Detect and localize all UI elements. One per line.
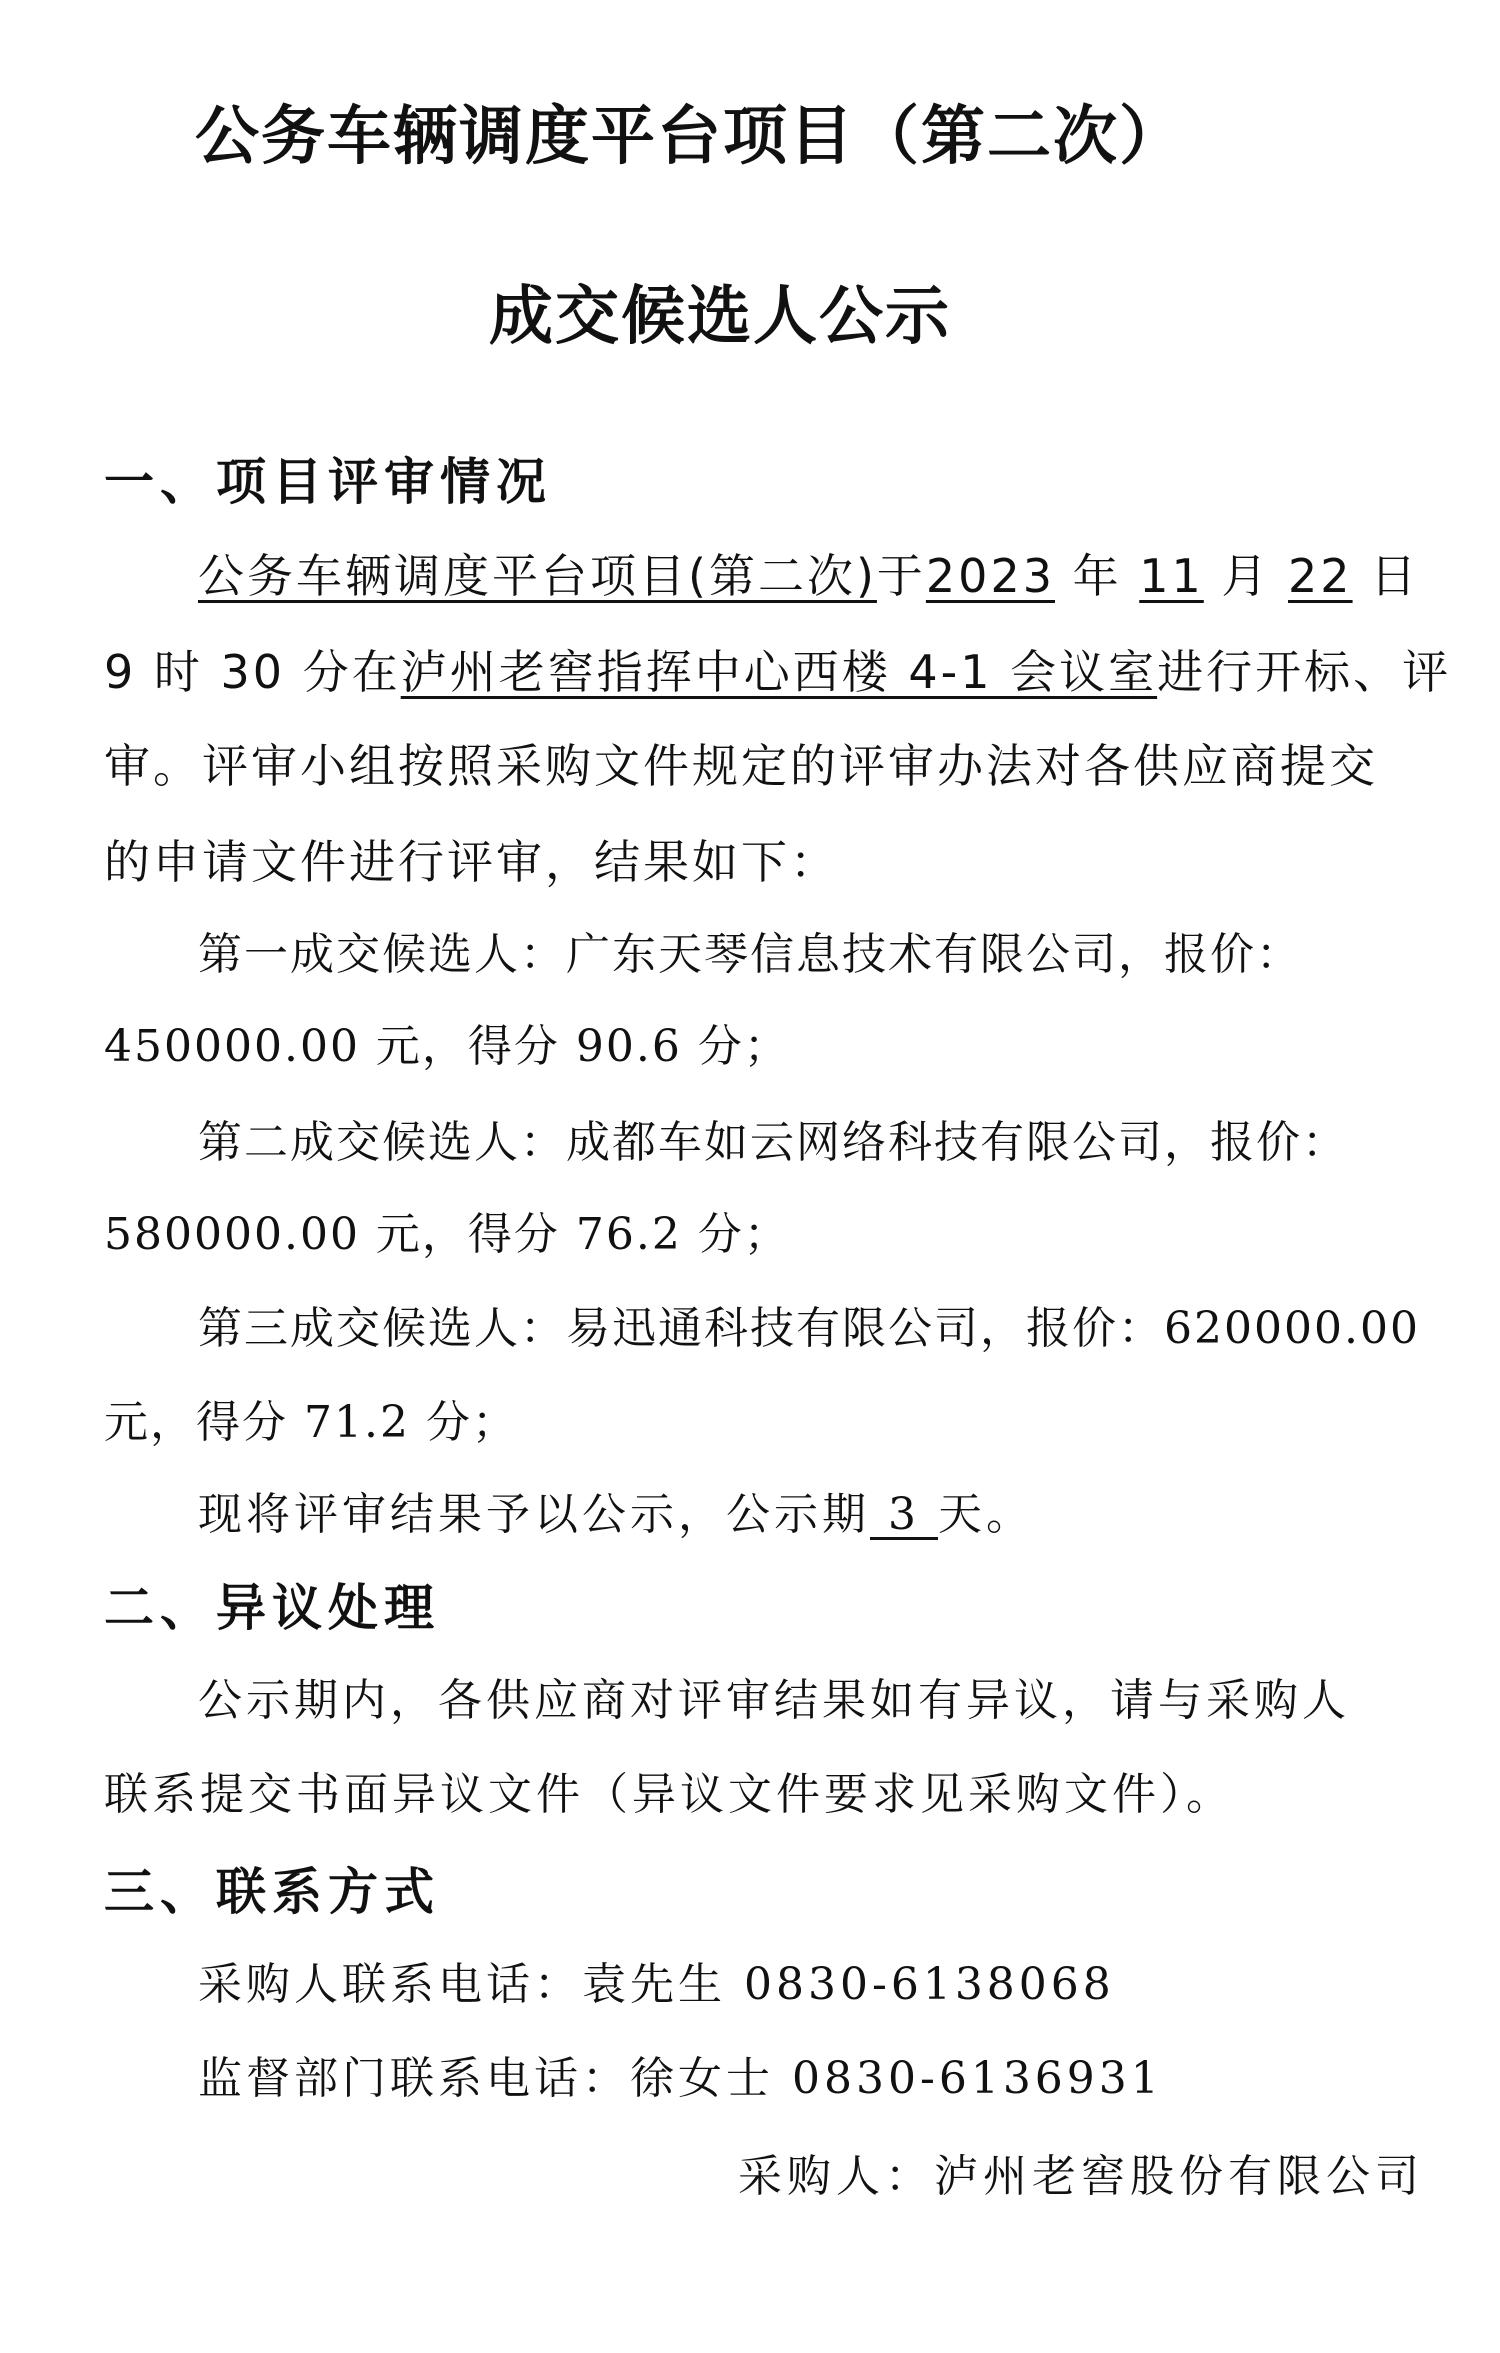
notice-days: 3 bbox=[870, 1489, 938, 1540]
bid-year-unit: 年 bbox=[1072, 549, 1122, 603]
bid-month-unit: 月 bbox=[1221, 549, 1271, 603]
objection-line-2: 联系提交书面异议文件（异议文件要求见采购文件）。 bbox=[104, 1769, 1234, 1820]
candidate-3-line-1: 第三成交候选人：易迅通科技有限公司，报价：620000.00 bbox=[198, 1303, 1420, 1354]
candidate-2-line-1: 第二成交候选人：成都车如云网络科技有限公司，报价： bbox=[198, 1117, 1348, 1168]
intro-line-4: 的申请文件进行评审，结果如下： bbox=[104, 835, 839, 889]
intro-yu: 于 bbox=[876, 549, 926, 603]
bid-hour: 9 bbox=[104, 645, 137, 699]
document-title: 公务车辆调度平台项目（第二次） bbox=[195, 100, 1185, 174]
supervisor-contact: 监督部门联系电话：徐女士 0830-6136931 bbox=[198, 2053, 1163, 2104]
bid-minute-unit: 分在 bbox=[302, 645, 401, 699]
bid-year: 2023 bbox=[925, 549, 1055, 603]
candidate-1-line-1: 第一成交候选人：广东天琴信息技术有限公司，报价： bbox=[198, 929, 1302, 980]
purchaser-contact: 采购人联系电话：袁先生 0830-6138068 bbox=[198, 1959, 1115, 2010]
bid-day: 22 bbox=[1288, 549, 1353, 603]
bid-day-unit: 日 bbox=[1370, 549, 1420, 603]
objection-line-1: 公示期内，各供应商对评审结果如有异议，请与采购人 bbox=[198, 1675, 1350, 1726]
candidate-1-line-2: 450000.00 元，得分 90.6 分； bbox=[104, 1021, 790, 1072]
purchaser-signature: 采购人：泸州老窖股份有限公司 bbox=[738, 2151, 1424, 2202]
bid-month: 11 bbox=[1139, 549, 1204, 603]
intro-line-3: 审。评审小组按照采购文件规定的评审办法对各供应商提交 bbox=[104, 739, 1378, 793]
intro-line-2 bbox=[104, 636, 1451, 702]
notice-suffix: 天。 bbox=[937, 1489, 1034, 1540]
intro-line-1 bbox=[198, 540, 1419, 606]
notice-prefix: 现将评审结果予以公示，公示期 bbox=[198, 1489, 870, 1540]
section2-heading: 二、异议处理 bbox=[104, 1579, 440, 1637]
notice-line bbox=[198, 1478, 1034, 1542]
section1-heading: 一、项目评审情况 bbox=[104, 453, 552, 511]
document-subtitle: 成交候选人公示 bbox=[489, 280, 951, 354]
candidate-3-line-2: 元，得分 71.2 分； bbox=[104, 1397, 518, 1448]
bid-hour-unit: 时 bbox=[153, 645, 203, 699]
project-name: 公务车辆调度平台项目(第二次) bbox=[198, 549, 877, 603]
candidate-2-line-2: 580000.00 元，得分 76.2 分； bbox=[104, 1209, 790, 1260]
section3-heading: 三、联系方式 bbox=[104, 1863, 440, 1921]
bid-location: 泸州老窖指挥中心西楼 4-1 会议室 bbox=[400, 645, 1158, 699]
intro-line2-tail: 进行开标、评 bbox=[1157, 645, 1452, 699]
bid-minute: 30 bbox=[220, 645, 286, 699]
